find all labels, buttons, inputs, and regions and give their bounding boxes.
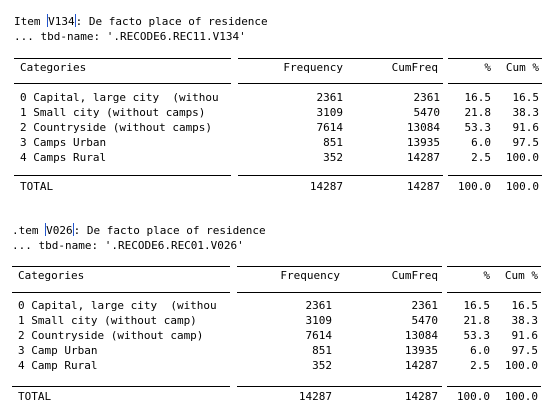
row-percent: 21.8 <box>464 106 491 119</box>
row-percent: 2.5 <box>471 151 491 164</box>
divider <box>448 175 542 176</box>
divider <box>237 386 442 387</box>
row-cumfreq: 14287 <box>406 151 440 164</box>
item-title: : De facto place of residence <box>73 224 266 237</box>
row-percent: 6.0 <box>470 344 490 357</box>
tbd-name-line: ... tbd-name: '.RECODE6.REC11.V134' <box>14 30 246 43</box>
row-percent: 53.3 <box>463 329 490 342</box>
row-label: 3 Camp Urban <box>18 344 98 357</box>
divider <box>12 266 230 267</box>
divider <box>448 58 542 59</box>
total-cum-percent: 100.0 <box>505 180 539 193</box>
total-cumfreq: 14287 <box>404 390 438 403</box>
total-percent: 100.0 <box>456 390 490 403</box>
divider <box>238 175 443 176</box>
row-label: 0 Capital, large city (withou <box>18 299 217 312</box>
row-percent: 21.8 <box>463 314 490 327</box>
divider <box>12 386 230 387</box>
row-cum-percent: 16.5 <box>512 91 539 104</box>
header-frequency: Frequency <box>280 269 340 282</box>
tbd-name-line: ... tbd-name: '.RECODE6.REC01.V026' <box>12 239 244 252</box>
row-cum-percent: 91.6 <box>512 121 539 134</box>
divider <box>12 292 230 293</box>
row-cum-percent: 97.5 <box>511 344 538 357</box>
row-percent: 2.5 <box>470 359 490 372</box>
divider <box>237 292 442 293</box>
row-label: 4 Camp Rural <box>18 359 98 372</box>
row-cumfreq: 13084 <box>404 329 438 342</box>
row-label: 4 Camps Rural <box>20 151 107 164</box>
row-frequency: 7614 <box>316 121 343 134</box>
header-cum-percent: Cum % <box>505 61 539 74</box>
item-prefix: .tem <box>12 224 46 237</box>
total-label: TOTAL <box>20 180 54 193</box>
total-frequency: 14287 <box>298 390 332 403</box>
row-frequency: 851 <box>312 344 332 357</box>
row-label: 0 Capital, large city (withou <box>20 91 219 104</box>
row-cumfreq: 13084 <box>406 121 440 134</box>
divider <box>14 175 231 176</box>
row-cumfreq: 2361 <box>411 299 438 312</box>
row-label: 2 Countryside (without camps) <box>20 121 213 134</box>
header-cumfreq: CumFreq <box>391 61 438 74</box>
header-categories: Categories <box>20 61 87 74</box>
row-frequency: 3109 <box>316 106 343 119</box>
row-frequency: 352 <box>312 359 332 372</box>
divider <box>447 386 541 387</box>
row-cumfreq: 13935 <box>404 344 438 357</box>
row-percent: 16.5 <box>464 91 491 104</box>
divider <box>14 58 231 59</box>
row-cum-percent: 38.3 <box>512 106 539 119</box>
row-cum-percent: 100.0 <box>505 151 539 164</box>
row-label: 1 Small city (without camps) <box>20 106 206 119</box>
row-frequency: 2361 <box>305 299 332 312</box>
row-frequency: 2361 <box>316 91 343 104</box>
item-heading <box>14 14 268 29</box>
item-title: : De facto place of residence <box>75 15 268 28</box>
item-code[interactable]: V026 <box>46 224 73 237</box>
header-categories: Categories <box>18 269 85 282</box>
total-label: TOTAL <box>18 390 52 403</box>
total-cum-percent: 100.0 <box>504 390 538 403</box>
row-label: 1 Small city (without camp) <box>18 314 197 327</box>
row-cumfreq: 14287 <box>404 359 438 372</box>
row-percent: 53.3 <box>464 121 491 134</box>
header-cumfreq: CumFreq <box>391 269 438 282</box>
divider <box>14 83 231 84</box>
total-cumfreq: 14287 <box>406 180 440 193</box>
header-frequency: Frequency <box>283 61 343 74</box>
row-frequency: 7614 <box>305 329 332 342</box>
row-cum-percent: 100.0 <box>504 359 538 372</box>
row-cumfreq: 5470 <box>411 314 438 327</box>
header-percent: % <box>483 269 490 282</box>
row-frequency: 851 <box>323 136 343 149</box>
total-frequency: 14287 <box>309 180 343 193</box>
row-cum-percent: 16.5 <box>511 299 538 312</box>
row-label: 3 Camps Urban <box>20 136 107 149</box>
divider <box>238 83 443 84</box>
row-frequency: 352 <box>323 151 343 164</box>
item-code[interactable]: V134 <box>48 15 75 28</box>
divider <box>447 266 541 267</box>
row-cum-percent: 91.6 <box>511 329 538 342</box>
divider <box>237 266 442 267</box>
divider <box>447 292 541 293</box>
total-percent: 100.0 <box>457 180 491 193</box>
header-cum-percent: Cum % <box>504 269 538 282</box>
row-frequency: 3109 <box>305 314 332 327</box>
divider <box>238 58 443 59</box>
row-cumfreq: 13935 <box>406 136 440 149</box>
row-cumfreq: 2361 <box>413 91 440 104</box>
divider <box>448 83 542 84</box>
item-heading <box>12 223 266 238</box>
row-cum-percent: 97.5 <box>512 136 539 149</box>
row-cumfreq: 5470 <box>413 106 440 119</box>
row-percent: 6.0 <box>471 136 491 149</box>
row-cum-percent: 38.3 <box>511 314 538 327</box>
row-percent: 16.5 <box>463 299 490 312</box>
row-label: 2 Countryside (without camp) <box>18 329 204 342</box>
header-percent: % <box>484 61 491 74</box>
item-prefix: Item <box>14 15 48 28</box>
